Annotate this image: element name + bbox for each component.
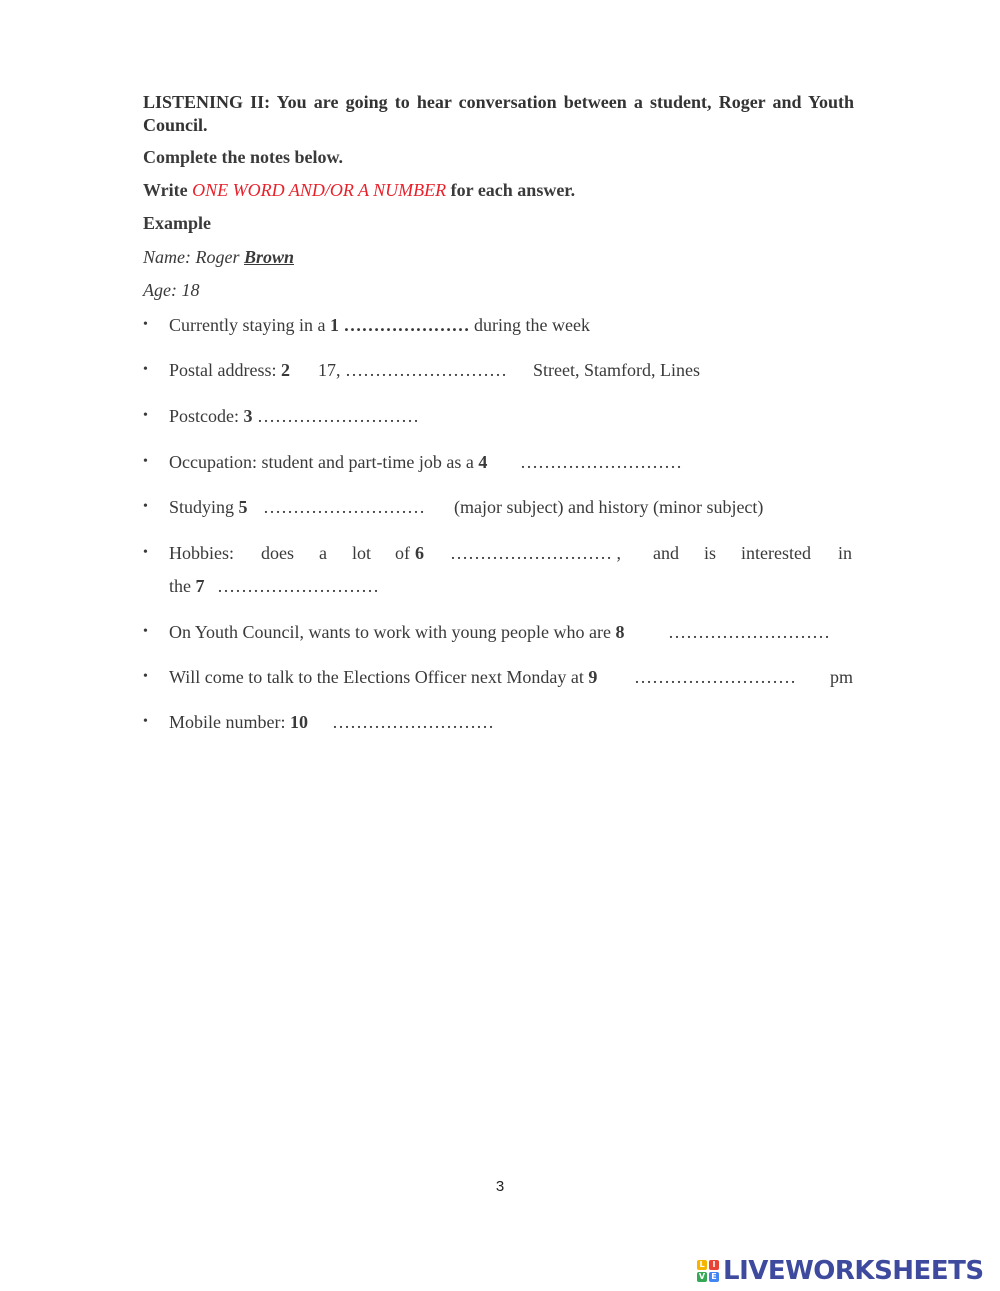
- example-name-prefix: Name: Roger: [143, 247, 244, 267]
- note-4-text: Occupation: student and part-time job as a: [169, 452, 479, 472]
- question-number-5: 5: [238, 497, 248, 517]
- question-number-1: 1: [329, 315, 339, 335]
- note-item-6: [0, 542, 1000, 564]
- section-title: LISTENING II: You are going to hear conversation between a student, Roger and Youth Council.: [143, 92, 854, 135]
- question-number-2: 2: [281, 360, 290, 380]
- answer-blank-7[interactable]: ………………………: [217, 576, 379, 596]
- example-label: Example: [143, 213, 212, 233]
- note-2-text: Postal address:: [169, 360, 281, 380]
- answer-blank-2[interactable]: 17, ………………………: [318, 360, 507, 380]
- note-10-text: Mobile number:: [169, 712, 290, 732]
- note-item-9: [0, 666, 1000, 688]
- note-6-word: and: [653, 543, 679, 563]
- note-6-word: does: [261, 543, 294, 563]
- question-number-8: 8: [615, 622, 625, 642]
- question-number-6: 6: [415, 543, 424, 563]
- question-number-7: 7: [195, 576, 205, 596]
- note-item-10: [0, 711, 1000, 733]
- note-1-after: during the week: [473, 315, 590, 335]
- note-item-4: [0, 451, 1000, 473]
- note-5-text: Studying: [169, 497, 239, 517]
- bullet-icon: •: [143, 362, 148, 377]
- bullet-icon: •: [143, 545, 148, 560]
- example-name-answer: Brown: [243, 247, 295, 267]
- page-number: 3: [495, 1178, 505, 1195]
- answer-blank-9[interactable]: ………………………: [634, 667, 796, 687]
- bullet-icon: •: [143, 624, 148, 639]
- answer-blank-4[interactable]: ………………………: [520, 452, 682, 472]
- answer-blank-10[interactable]: ………………………: [332, 712, 494, 732]
- logo-text: LIVEWORKSHEETS: [723, 1256, 984, 1286]
- liveworksheets-logo: [697, 1256, 984, 1286]
- note-5-after: (major subject) and history (minor subject): [454, 497, 764, 517]
- question-number-10: 10: [289, 712, 308, 732]
- question-number-3: 3: [243, 406, 253, 426]
- note-item-7: [0, 575, 1000, 597]
- note-item-5: [0, 496, 1000, 518]
- note-item-2: [0, 359, 1000, 381]
- note-9-after: pm: [830, 667, 854, 687]
- note-1-text: Currently staying in a: [169, 315, 330, 335]
- bullet-icon: •: [143, 454, 148, 469]
- example-age: Age: 18: [143, 280, 200, 300]
- logo-grid-icon: L I V E: [697, 1260, 719, 1282]
- bullet-icon: •: [143, 499, 148, 514]
- answer-blank-1[interactable]: …………………: [343, 315, 470, 335]
- note-6-word: Hobbies:: [169, 543, 234, 563]
- instruction-write-prefix: Write: [143, 180, 193, 200]
- note-2-after: Street, Stamford, Lines: [533, 360, 700, 380]
- note-6-word: in: [838, 543, 853, 563]
- note-item-1: [0, 314, 1000, 336]
- note-3-text: Postcode:: [169, 406, 244, 426]
- note-6-word: a: [319, 543, 327, 563]
- bullet-icon: •: [143, 714, 148, 729]
- bullet-icon: •: [143, 317, 148, 332]
- bullet-icon: •: [143, 669, 148, 684]
- instruction-write-suffix: for each answer.: [446, 180, 576, 200]
- note-6-word: interested: [741, 543, 811, 563]
- note-8-text: On Youth Council, wants to work with young people who are: [169, 622, 616, 642]
- note-7-text: the: [169, 576, 196, 596]
- example-name: [143, 246, 294, 268]
- question-number-9: 9: [588, 667, 598, 687]
- answer-blank-3[interactable]: ………………………: [257, 406, 419, 426]
- answer-blank-5[interactable]: ………………………: [263, 497, 425, 517]
- instruction-complete: Complete the notes below.: [143, 147, 343, 167]
- note-6-word: lot: [352, 543, 372, 563]
- answer-blank-8[interactable]: ………………………: [668, 622, 830, 642]
- note-9-text: Will come to talk to the Elections Officer next Monday at: [169, 667, 589, 687]
- note-6-word: of: [395, 543, 410, 563]
- answer-blank-6[interactable]: ……………………… ,: [450, 543, 621, 563]
- question-number-4: 4: [478, 452, 488, 472]
- bullet-icon: •: [143, 408, 148, 423]
- instruction-highlight: ONE WORD AND/OR A NUMBER: [192, 180, 447, 200]
- instruction-write: [143, 179, 575, 201]
- note-6-word: is: [704, 543, 717, 563]
- note-item-8: [0, 621, 1000, 643]
- note-item-3: [0, 405, 1000, 427]
